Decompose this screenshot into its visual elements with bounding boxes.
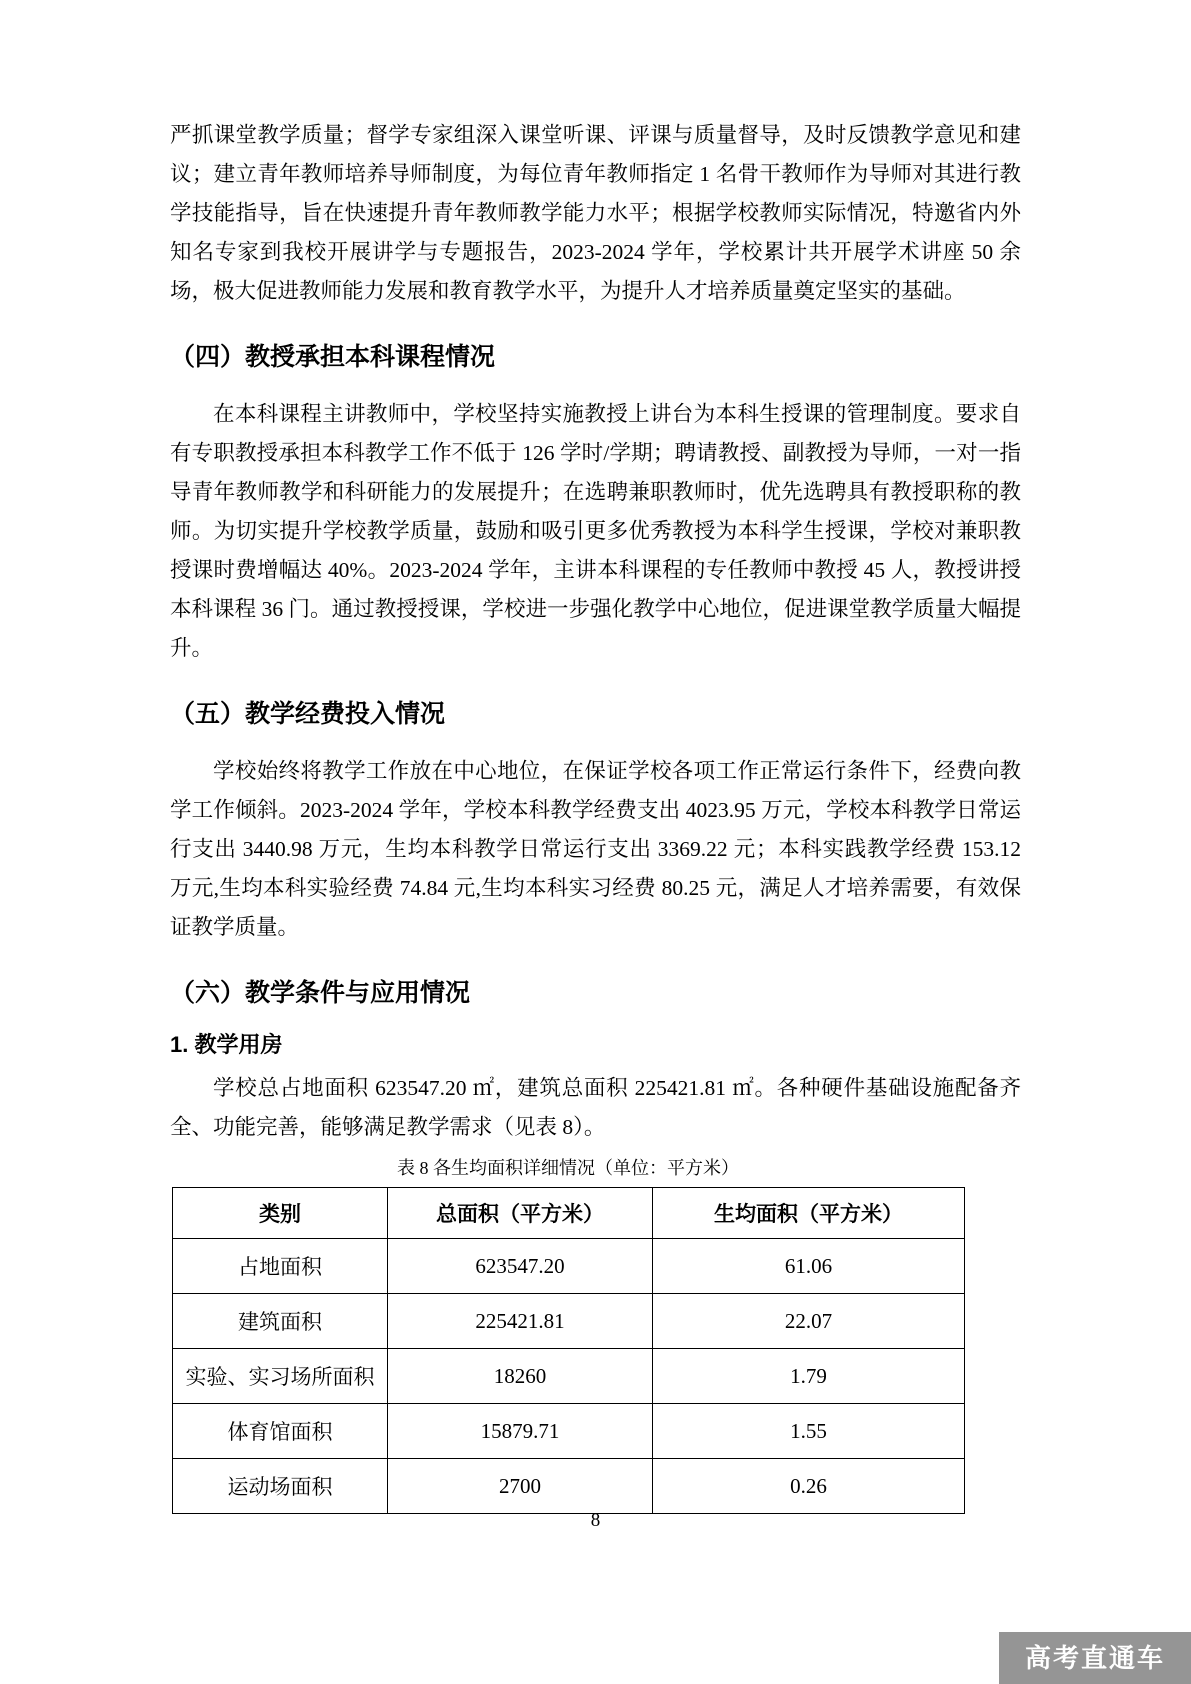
table-cell-category: 占地面积 [173, 1239, 388, 1294]
table-header-category: 类别 [173, 1188, 388, 1239]
table-row [173, 1459, 965, 1514]
table-cell-category: 体育馆面积 [173, 1404, 388, 1459]
table-cell-category: 建筑面积 [173, 1294, 388, 1349]
table-row [173, 1239, 965, 1294]
page-number: 8 [590, 1510, 601, 1531]
paragraph-continuation: 严抓课堂教学质量；督学专家组深入课堂听课、评课与质量督导，及时反馈教学意见和建议；建立青年教师培养导师制度，为每位青年教师指定 1 名骨干教师作为导师对其进行教学技能指导，旨在快速提升青年教师教学能力水平；根据学校教师实际情况，特邀省内外知名专家到我校开展讲学与专题报告，2023-2024 学年，学校累计共开展学术讲座 50 余场，极大促进教师能力发展和教育教学水平，为提升人才培养质量奠定坚实的基础。 [170, 123, 1021, 303]
area-table [172, 1187, 965, 1514]
table-cell-total: 225421.81 [388, 1294, 653, 1349]
table-row [173, 1349, 965, 1404]
table-cell-avg: 0.26 [653, 1459, 965, 1514]
table-cell-total: 623547.20 [388, 1239, 653, 1294]
table-cell-total: 2700 [388, 1459, 653, 1514]
section-heading-teaching-funds: （五）教学经费投入情况 [170, 700, 446, 728]
section-heading-professor-courses: （四）教授承担本科课程情况 [170, 343, 496, 371]
page-content [170, 116, 1021, 1514]
table-cell-total: 18260 [388, 1349, 653, 1404]
table-cell-avg: 22.07 [653, 1294, 965, 1349]
table-header-row [173, 1188, 965, 1239]
table-cell-category: 实验、实习场所面积 [173, 1349, 388, 1404]
table-cell-avg: 61.06 [653, 1239, 965, 1294]
paragraph-professor-courses: 在本科课程主讲教师中，学校坚持实施教授上讲台为本科生授课的管理制度。要求自有专职教授承担本科教学工作不低于 126 学时/学期；聘请教授、副教授为导师，一对一指导青年教师教学和科研能力的发展提升；在选聘兼职教师时，优先选聘具有教授职称的教师。为切实提升学校教学质量，鼓励和吸引更多优秀教授为本科学生授课，学校对兼职教授课时费增幅达 40%。2023-2024 学年，主讲本科课程的专任教师中教授 45 人，教授讲授本科课程 36 门。通过教授授课，学校进一步强化教学中心地位，促进课堂教学质量大幅提升。 [170, 402, 1021, 660]
table-cell-avg: 1.79 [653, 1349, 965, 1404]
paragraph-teaching-rooms: 学校总占地面积 623547.20 ㎡，建筑总面积 225421.81 ㎡。各种硬件基础设施配备齐全、功能完善，能够满足教学需求（见表 8）。 [170, 1076, 1021, 1139]
table-row [173, 1404, 965, 1459]
table-header-avg-area: 生均面积（平方米） [653, 1188, 965, 1239]
table-row [173, 1294, 965, 1349]
table-header-total-area: 总面积（平方米） [388, 1188, 653, 1239]
watermark-badge: 高考直通车 [999, 1632, 1191, 1684]
table-caption: 表 8 各生均面积详细情况（单位：平方米） [397, 1158, 739, 1178]
section-heading-teaching-conditions: （六）教学条件与应用情况 [170, 979, 471, 1007]
table-cell-total: 15879.71 [388, 1404, 653, 1459]
subheading-teaching-rooms: 1. 教学用房 [170, 1032, 283, 1057]
table-cell-category: 运动场面积 [173, 1459, 388, 1514]
paragraph-teaching-funds: 学校始终将教学工作放在中心地位，在保证学校各项工作正常运行条件下，经费向教学工作倾斜。2023-2024 学年，学校本科教学经费支出 4023.95 万元，学校本科教学日常运行支出 3440.98 万元，生均本科教学日常运行支出 3369.22 元；本科实践教学经费 153.12 万元,生均本科实验经费 74.84 元,生均本科实习经费 80.25 元，满足人才培养需要，有效保证教学质量。 [170, 759, 1021, 939]
table-cell-avg: 1.55 [653, 1404, 965, 1459]
